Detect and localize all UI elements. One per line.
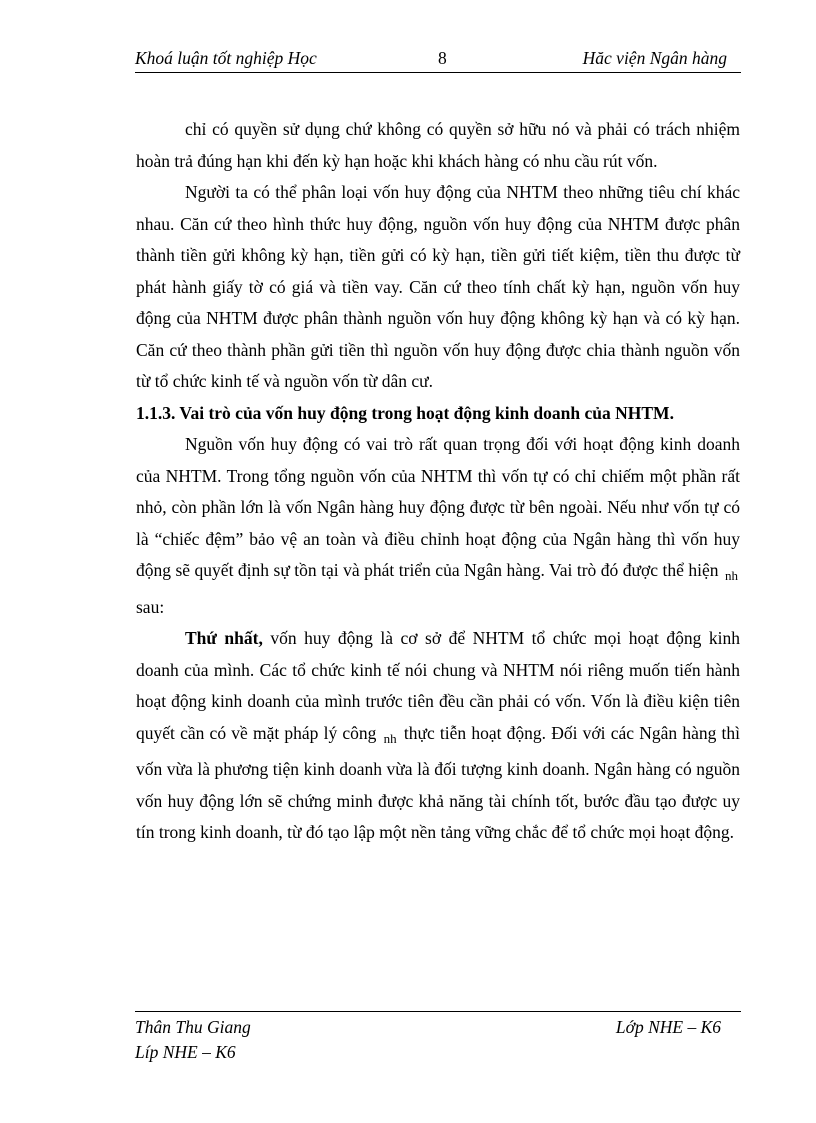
paragraph-continued: chỉ có quyền sử dụng chứ không có quyền sở hữu nó và phải có trách nhiệm hoàn trả đúng hạn khi đến kỳ hạn hoặc khi khách hàng có nhu cầu rút vốn. — [136, 119, 740, 171]
page-number: 8 — [438, 48, 447, 68]
paragraph-role — [136, 429, 740, 623]
first-point-text: vốn huy động là cơ sở để NHTM tổ chức mọi hoạt động kinh doanh của mình. Các tổ chức kinh tế nói chung và NHTM nói riêng muốn tiến hành hoạt động kinh doanh của mình trước tiên đều cần phải có vốn. Vốn là điều kiện tiên quyết cần có về mặt pháp lý công — [136, 628, 741, 743]
subscript-fragment: nh — [725, 568, 739, 583]
subscript-fragment: nh — [383, 730, 397, 746]
header-left-text: Khoá luận tốt nghiệp Học — [135, 48, 317, 68]
footer-class-left: Líp NHE – K6 — [135, 1042, 236, 1062]
section-heading: 1.1.3. Vai trò của vốn huy động trong hoạt động kinh doanh của NHTM. — [136, 402, 674, 423]
paragraph-role-end: sau: — [136, 596, 165, 617]
header-right-text: Hăc viện Ngân hàng — [582, 48, 727, 68]
footer-author: Thân Thu Giang — [135, 1017, 251, 1037]
first-point-text-end: thực tiễn hoạt động. Đối với các Ngân hàng thì vốn vừa là phương tiện kinh doanh vừa là đối tượng kinh doanh. Ngân hàng có nguồn vốn huy động lớn sẽ chứng minh được khả năng tài chính tốt, bước đầu tạo được uy tín trong kinh doanh, từ đó tạo lập một nền tảng vững chắc để tổ chức mọi hoạt động. — [136, 722, 741, 842]
page-footer — [135, 1011, 741, 1062]
page-header — [135, 48, 741, 73]
footer-class-right: Lớp NHE – K6 — [615, 1017, 721, 1037]
paragraph-classification: Người ta có thể phân loại vốn huy động của NHTM theo những tiêu chí khác nhau. Căn cứ theo hình thức huy động, nguồn vốn huy động của NHTM được phân thành tiền gửi không kỳ hạn, tiền gửi có kỳ hạn, tiền gửi tiết kiệm, tiền thu được từ phát hành giấy tờ có giá và tiền vay. Căn cứ theo tính chất kỳ hạn, nguồn vốn huy động của NHTM được phân thành nguồn vốn huy động không kỳ hạn và có kỳ hạn. Căn cứ theo thành phần gửi tiền thì nguồn vốn huy động được chia thành nguồn vốn từ tổ chức kinh tế và nguồn vốn từ dân cư. — [136, 182, 740, 391]
paragraph-first-point — [136, 623, 740, 849]
first-point-label: Thứ nhất, — [185, 628, 263, 648]
document-body — [136, 114, 740, 849]
paragraph-role-text: Nguồn vốn huy động có vai trò rất quan trọng đối với hoạt động kinh doanh của NHTM. Trong tổng nguồn vốn của NHTM thì vốn tự có chỉ chiếm một phần rất nhỏ, còn phần lớn là vốn Ngân hàng huy động được từ bên ngoài. Nếu như vốn tự có là “chiếc đệm” bảo vệ an toàn và điều chỉnh hoạt động của Ngân hàng thì vốn huy động sẽ quyết định sự tồn tại và phát triển của Ngân hàng. Vai trò đó được thể hiện — [136, 434, 740, 580]
